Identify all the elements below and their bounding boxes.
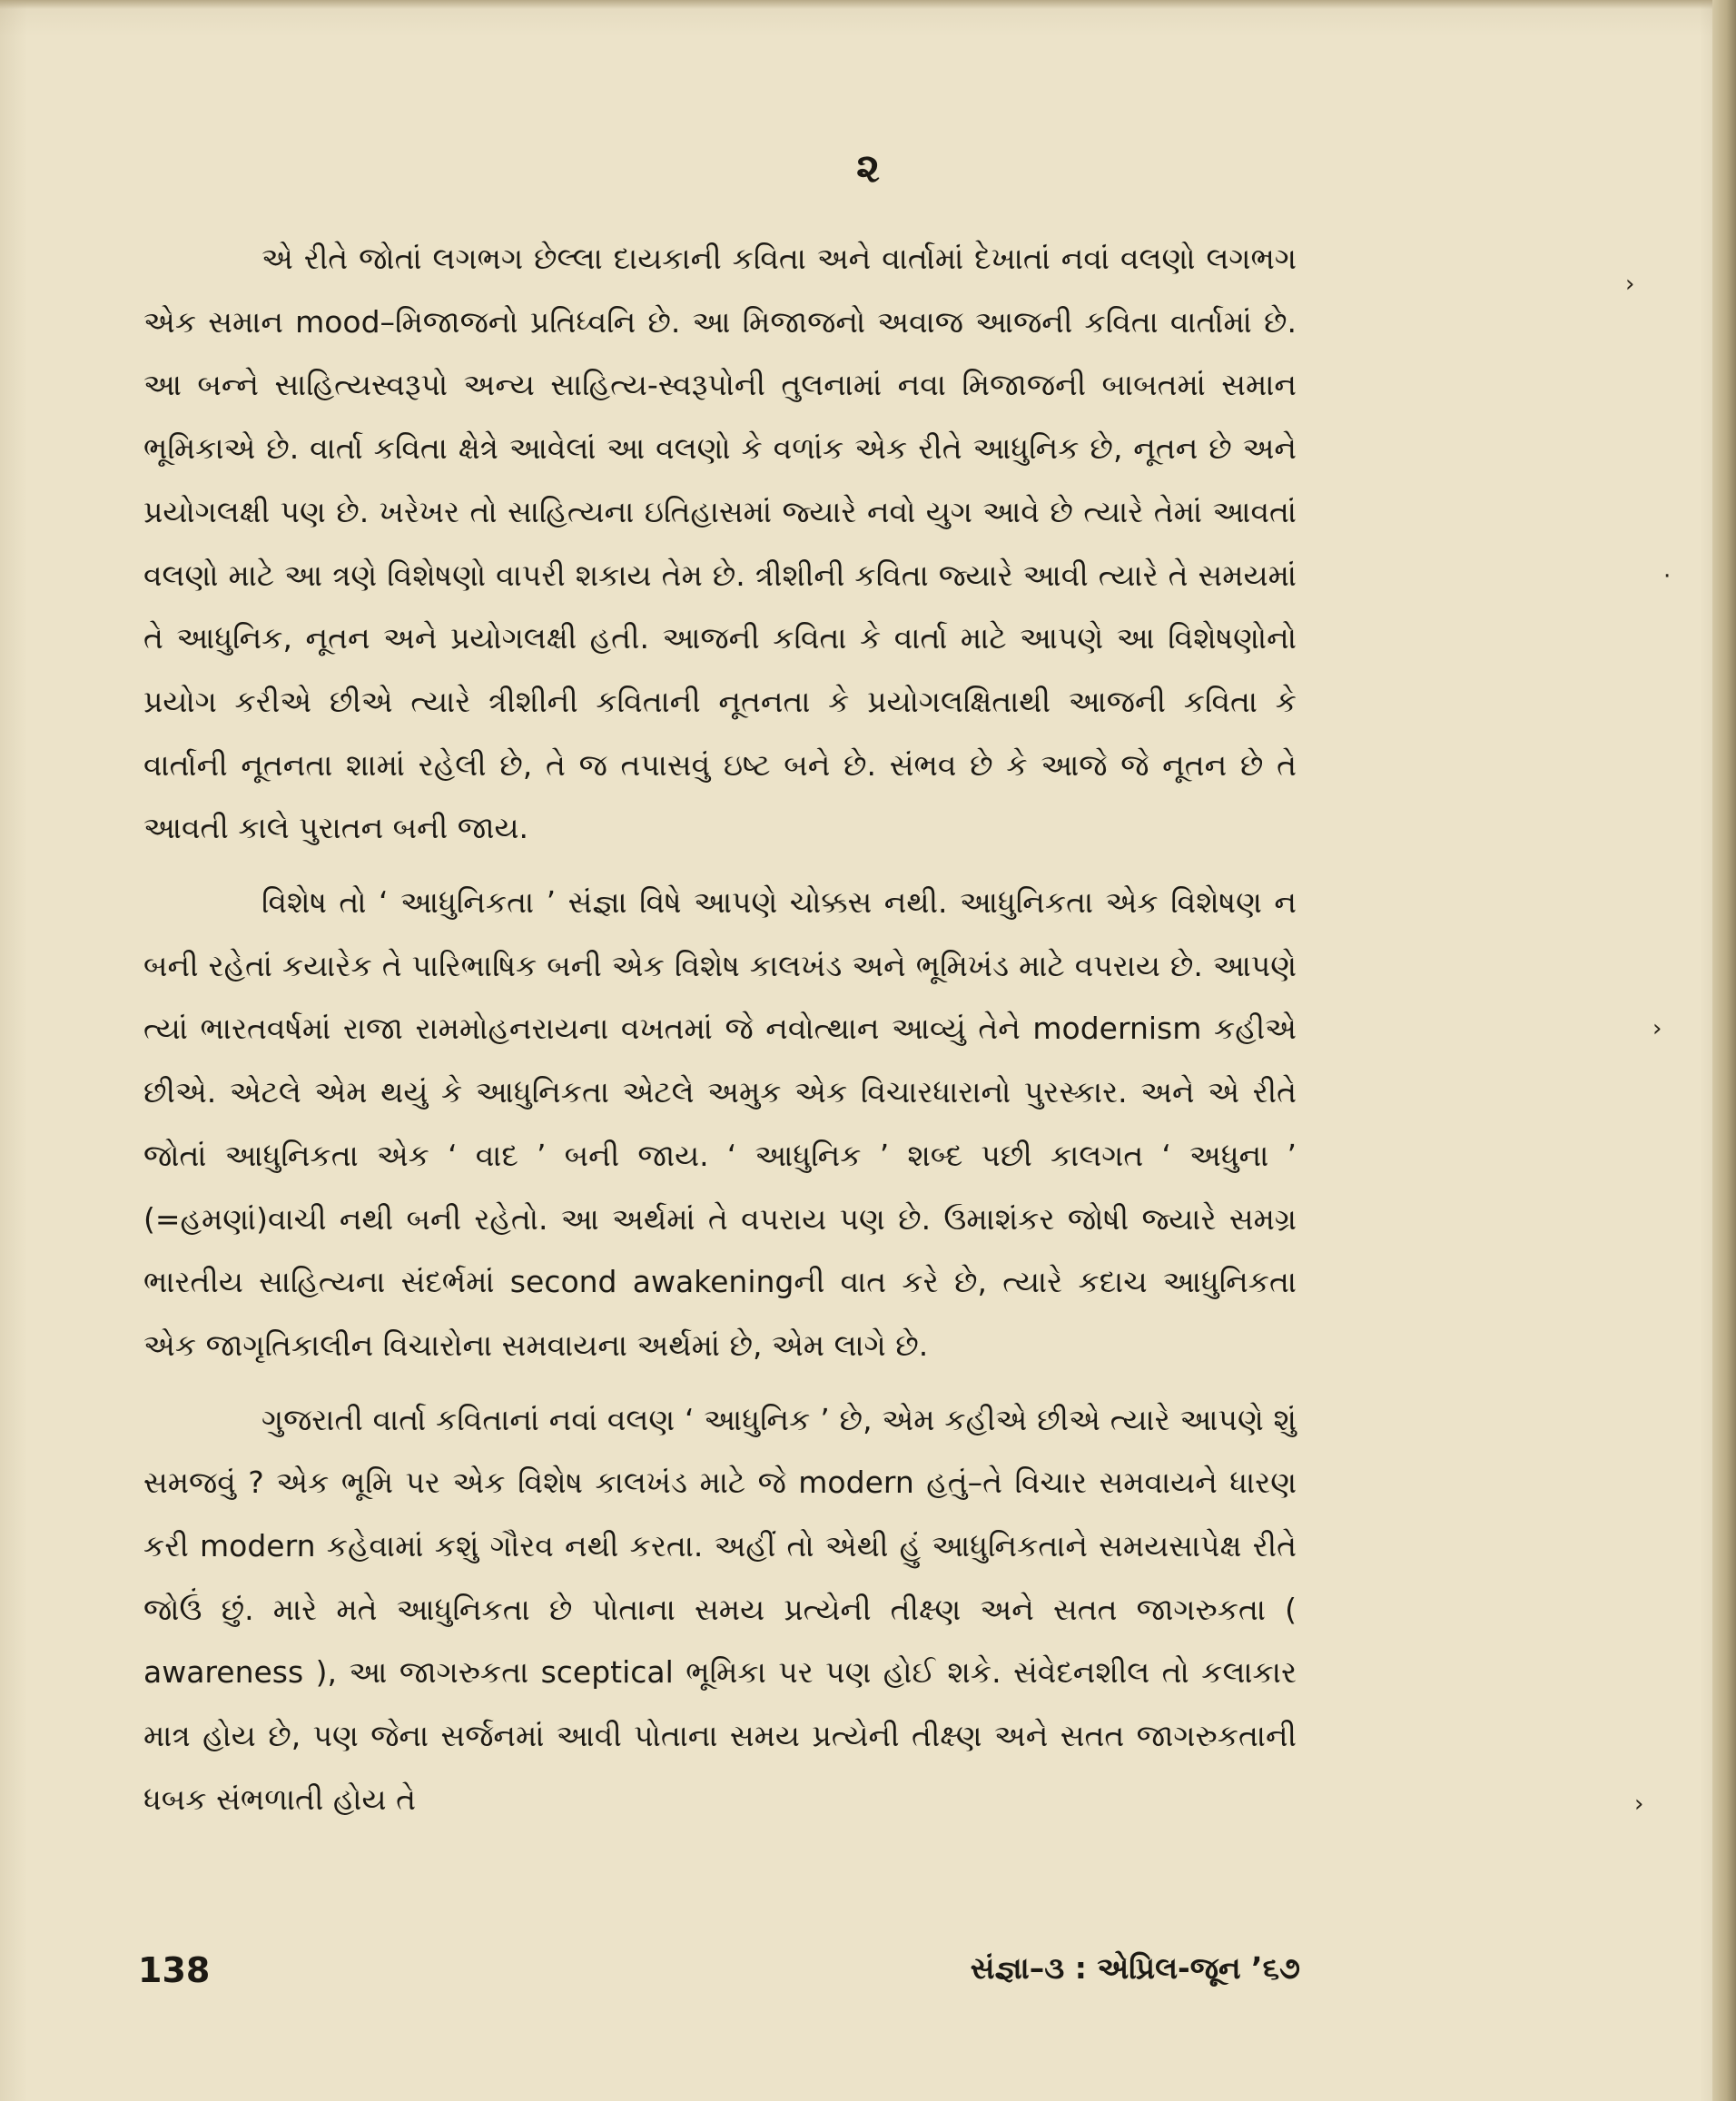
section-number: ૨ xyxy=(856,145,880,192)
running-footer: સંજ્ઞા–૩ : એપ્રિલ-જૂન ’૬૭ xyxy=(970,1950,1300,1986)
page-top-edge xyxy=(0,0,1736,9)
paragraph-2: વિશેષ તો ‘ આધુનિકતા ’ સંજ્ઞા વિષે આપણે ચોક્કસ નથી. આધુનિકતા એક વિશેષણ ન બની રહેતાં કયારેક તે પારિભાષિક બની એક વિશેષ કાલખંડ અને ભૂમિખંડ માટે વપરાય છે. આપણે ત્યાં ભારતવર્ષમાં રાજા રામમોહનરાયના વખતમાં જે નવોત્થાન આવ્યું તેને modernism કહીએ છીએ. એટલે એમ થયું કે આધુનિકતા એટલે અમુક એક વિચારધારાનો પુરસ્કાર. અને એ રીતે જોતાં આધુનિકતા એક ‘ વાદ ’ બની જાય. ‘ આધુનિક ’ શબ્દ પછી કાલગત ‘ અધુના ’ (=હમણાં)વાચી નથી બની રહેતો. આ અર્થમાં તે વપરાય પણ છે. ઉમાશંકર જોષી જ્યારે સમગ્ર ભારતીય સાહિત્યના સંદર્ભમાં second awakeningની વાત કરે છે, ત્યારે કદાચ આધુનિકતા એક જાગૃતિકાલીન વિચારોના સમવાયના અર્થમાં છે, એમ લાગે છે. xyxy=(143,884,1297,1363)
margin-mark: › xyxy=(1634,1790,1644,1818)
margin-mark: › xyxy=(1625,271,1635,298)
page-number: 138 xyxy=(138,1950,211,1990)
body-text xyxy=(143,227,1297,1831)
margin-mark: › xyxy=(1652,1015,1662,1042)
margin-mark: · xyxy=(1663,563,1672,590)
paragraph-3: ગુજરાતી વાર્તા કવિતાનાં નવાં વલણ ‘ આધુનિક ’ છે, એમ કહીએ છીએ ત્યારે આપણે શું સમજવું ? એક ભૂમિ પર એક વિશેષ કાલખંડ માટે જે modern હતું–તે વિચાર સમવાયને ધારણ કરી modern કહેવામાં કશું ગૌરવ નથી કરતા. અહીં તો એથી હું આધુનિકતાને સમયસાપેક્ષ રીતે જોઉં છું. મારે મતે આધુનિકતા છે પોતાના સમય પ્રત્યેની તીક્ષ્ણ અને સતત જાગરુકતા ( awareness ), આ જાગરુકતા sceptical ભૂમિકા પર પણ હોઈ શકે. સંવેદનશીલ તો કલાકાર માત્ર હોય છે, પણ જેના સર્જનમાં આવી પોતાના સમય પ્રત્યેની તીક્ષ્ણ અને સતત જાગરુકતાની ધબક સંભળાતી હોય તે xyxy=(143,1401,1297,1817)
paragraph-1: એ રીતે જોતાં લગભગ છેલ્લા દાયકાની કવિતા અને વાર્તામાં દેખાતાં નવાં વલણો લગભગ એક સમાન mood–મિજાજનો પ્રતિધ્વનિ છે. આ મિજાજનો અવાજ આજની કવિતા વાર્તામાં છે. આ બન્ને સાહિત્યસ્વરૂપો અન્ય સાહિત્ય-સ્વરૂપોની તુલનામાં નવા મિજાજની બાબતમાં સમાન ભૂમિકાએ છે. વાર્તા કવિતા ક્ષેત્રે આવેલાં આ વલણો કે વળાંક એક રીતે આધુનિક છે, નૂતન છે અને પ્રયોગલક્ષી પણ છે. ખરેખર તો સાહિત્યના ઇતિહાસમાં જ્યારે નવો યુગ આવે છે ત્યારે તેમાં આવતાં વલણો માટે આ ત્રણે વિશેષણો વાપરી શકાય તેમ છે. ત્રીશીની કવિતા જ્યારે આવી ત્યારે તે સમયમાં તે આધુનિક, નૂતન અને પ્રયોગલક્ષી હતી. આજની કવિતા કે વાર્તા માટે આપણે આ વિશેષણોનો પ્રયોગ કરીએ છીએ ત્યારે ત્રીશીની કવિતાની નૂતનતા કે પ્રયોગલક્ષિતાથી આજની કવિતા કે વાર્તાની નૂતનતા શામાં રહેલી છે, તે જ તપાસવું ઇષ્ટ બને છે. સંભવ છે કે આજે જે નૂતન છે તે આવતી કાલે પુરાતન બની જાય. xyxy=(143,241,1297,846)
page-right-edge xyxy=(1712,0,1736,2101)
